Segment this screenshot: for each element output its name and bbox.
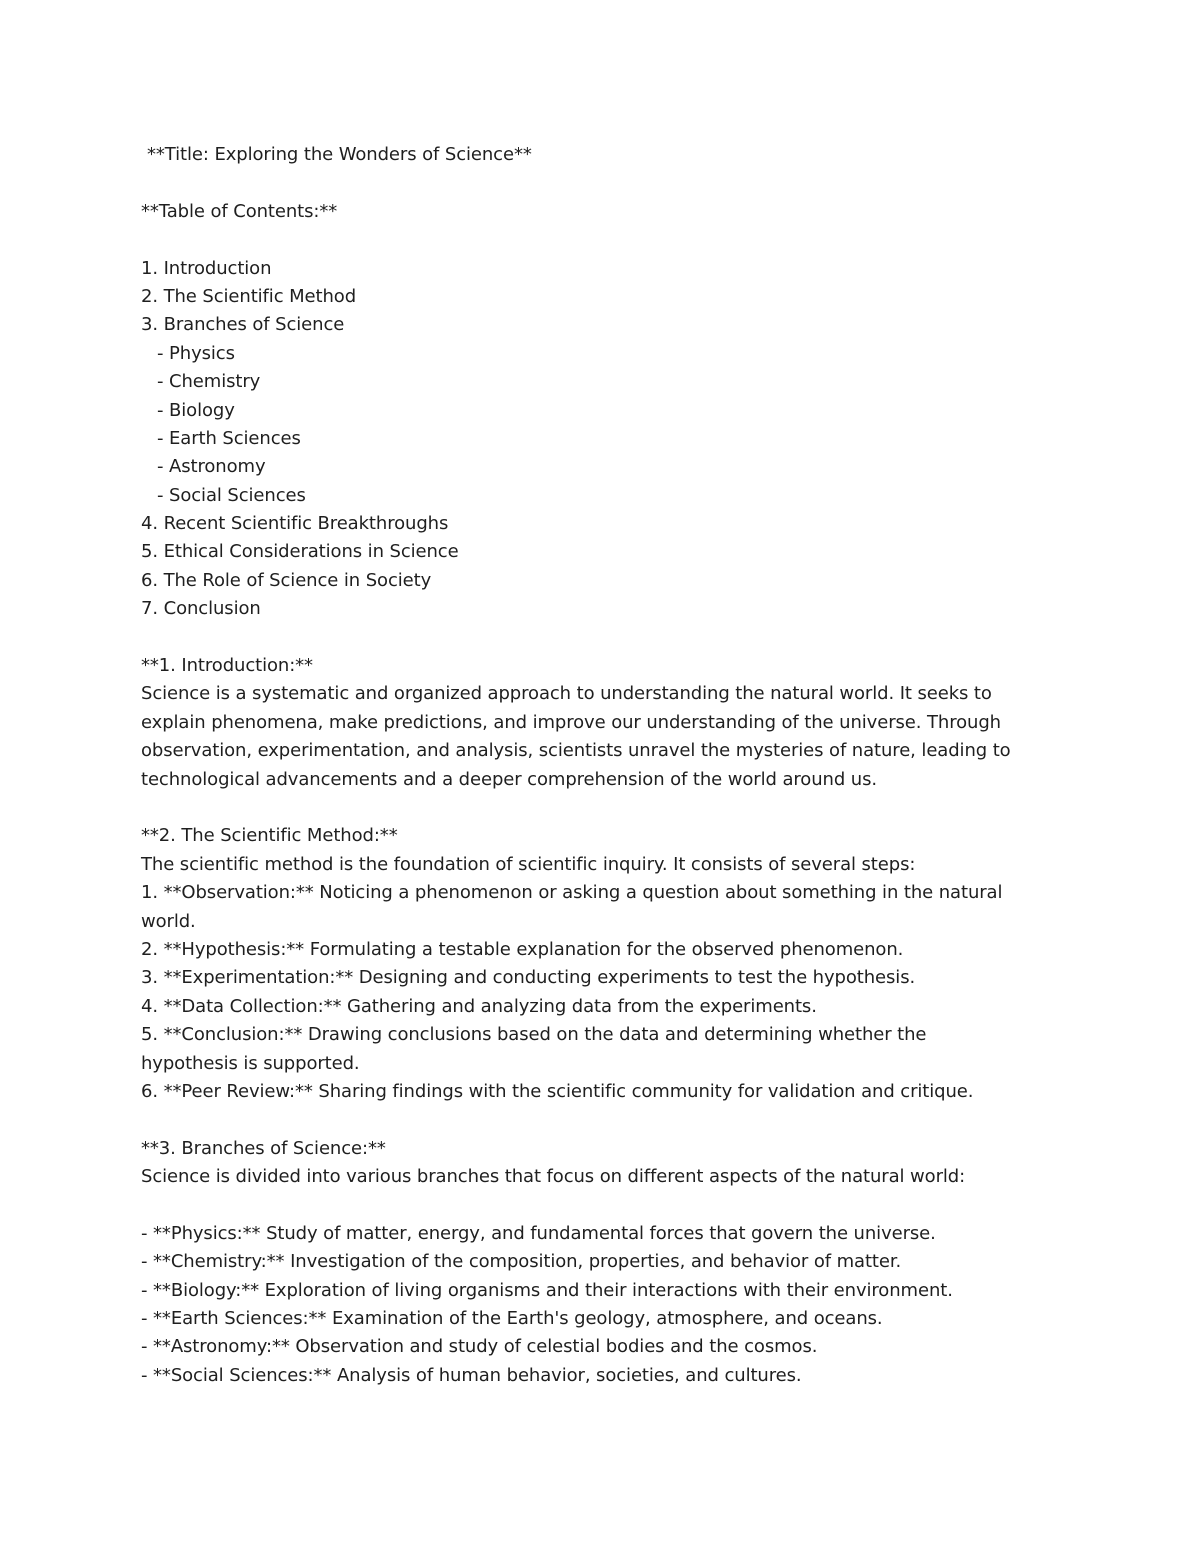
branches-intro: Science is divided into various branches that focus on different aspects of the natural world: [141, 1166, 966, 1188]
branch-item: - **Biology:** Exploration of living organisms and their interactions with their environment. [141, 1279, 953, 1301]
spacer [141, 794, 1076, 822]
intro-line: Science is a systematic and organized approach to understanding the natural world. It seeks to [141, 683, 992, 705]
branch-item: - **Physics:** Study of matter, energy, and fundamental forces that govern the universe. [141, 1222, 936, 1244]
spacer [141, 624, 1076, 652]
toc-item: 4. Recent Scientific Breakthroughs [141, 513, 449, 535]
method-heading: **2. The Scientific Method:** [141, 825, 398, 847]
branch-item: - **Astronomy:** Observation and study of celestial bodies and the cosmos. [141, 1336, 818, 1358]
method-line: 2. **Hypothesis:** Formulating a testable explanation for the observed phenomenon. [141, 938, 904, 960]
intro-line: observation, experimentation, and analysis, scientists unravel the mysteries of nature, leading to [141, 740, 1011, 762]
branch-item: - **Chemistry:** Investigation of the composition, properties, and behavior of matter. [141, 1251, 902, 1273]
method-line: 1. **Observation:** Noticing a phenomenon or asking a question about something in the natural [141, 882, 1003, 904]
toc-heading: **Table of Contents:** [141, 200, 338, 222]
document-title: **Title: Exploring the Wonders of Science** [147, 144, 532, 165]
toc-item: 6. The Role of Science in Society [141, 569, 432, 591]
spacer [141, 169, 1076, 197]
intro-heading: **1. Introduction:** [141, 655, 313, 677]
method-line: 6. **Peer Review:** Sharing findings with the scientific community for validation and critique. [141, 1080, 974, 1102]
toc-subitem: - Physics [157, 342, 235, 364]
intro-line: technological advancements and a deeper comprehension of the world around us. [141, 768, 877, 790]
toc-subitem: - Earth Sciences [157, 427, 301, 449]
branch-item: - **Social Sciences:** Analysis of human behavior, societies, and cultures. [141, 1364, 802, 1386]
toc-subitem: - Astronomy [157, 456, 266, 478]
toc-subitem: - Biology [157, 399, 235, 421]
spacer [141, 226, 1076, 254]
method-line: 5. **Conclusion:** Drawing conclusions based on the data and determining whether the [141, 1024, 927, 1046]
toc-subitem: - Social Sciences [157, 484, 306, 506]
spacer [141, 1191, 1076, 1219]
branches-heading: **3. Branches of Science:** [141, 1137, 386, 1159]
document-body [141, 141, 1076, 1390]
spacer [141, 1106, 1076, 1134]
toc-item: 5. Ethical Considerations in Science [141, 541, 459, 563]
toc-subitem: - Chemistry [157, 371, 261, 393]
branch-item: - **Earth Sciences:** Examination of the Earth's geology, atmosphere, and oceans. [141, 1308, 883, 1330]
method-line: hypothesis is supported. [141, 1052, 360, 1074]
intro-line: explain phenomena, make predictions, and improve our understanding of the universe. Through [141, 711, 1001, 733]
method-line: 4. **Data Collection:** Gathering and analyzing data from the experiments. [141, 995, 817, 1017]
toc-item: 1. Introduction [141, 257, 272, 279]
method-line: world. [141, 910, 196, 932]
toc-item: 3. Branches of Science [141, 314, 345, 336]
toc-item: 2. The Scientific Method [141, 285, 357, 307]
method-line: The scientific method is the foundation of scientific inquiry. It consists of several steps: [141, 853, 916, 875]
method-line: 3. **Experimentation:** Designing and conducting experiments to test the hypothesis. [141, 967, 916, 989]
toc-item: 7. Conclusion [141, 598, 261, 620]
